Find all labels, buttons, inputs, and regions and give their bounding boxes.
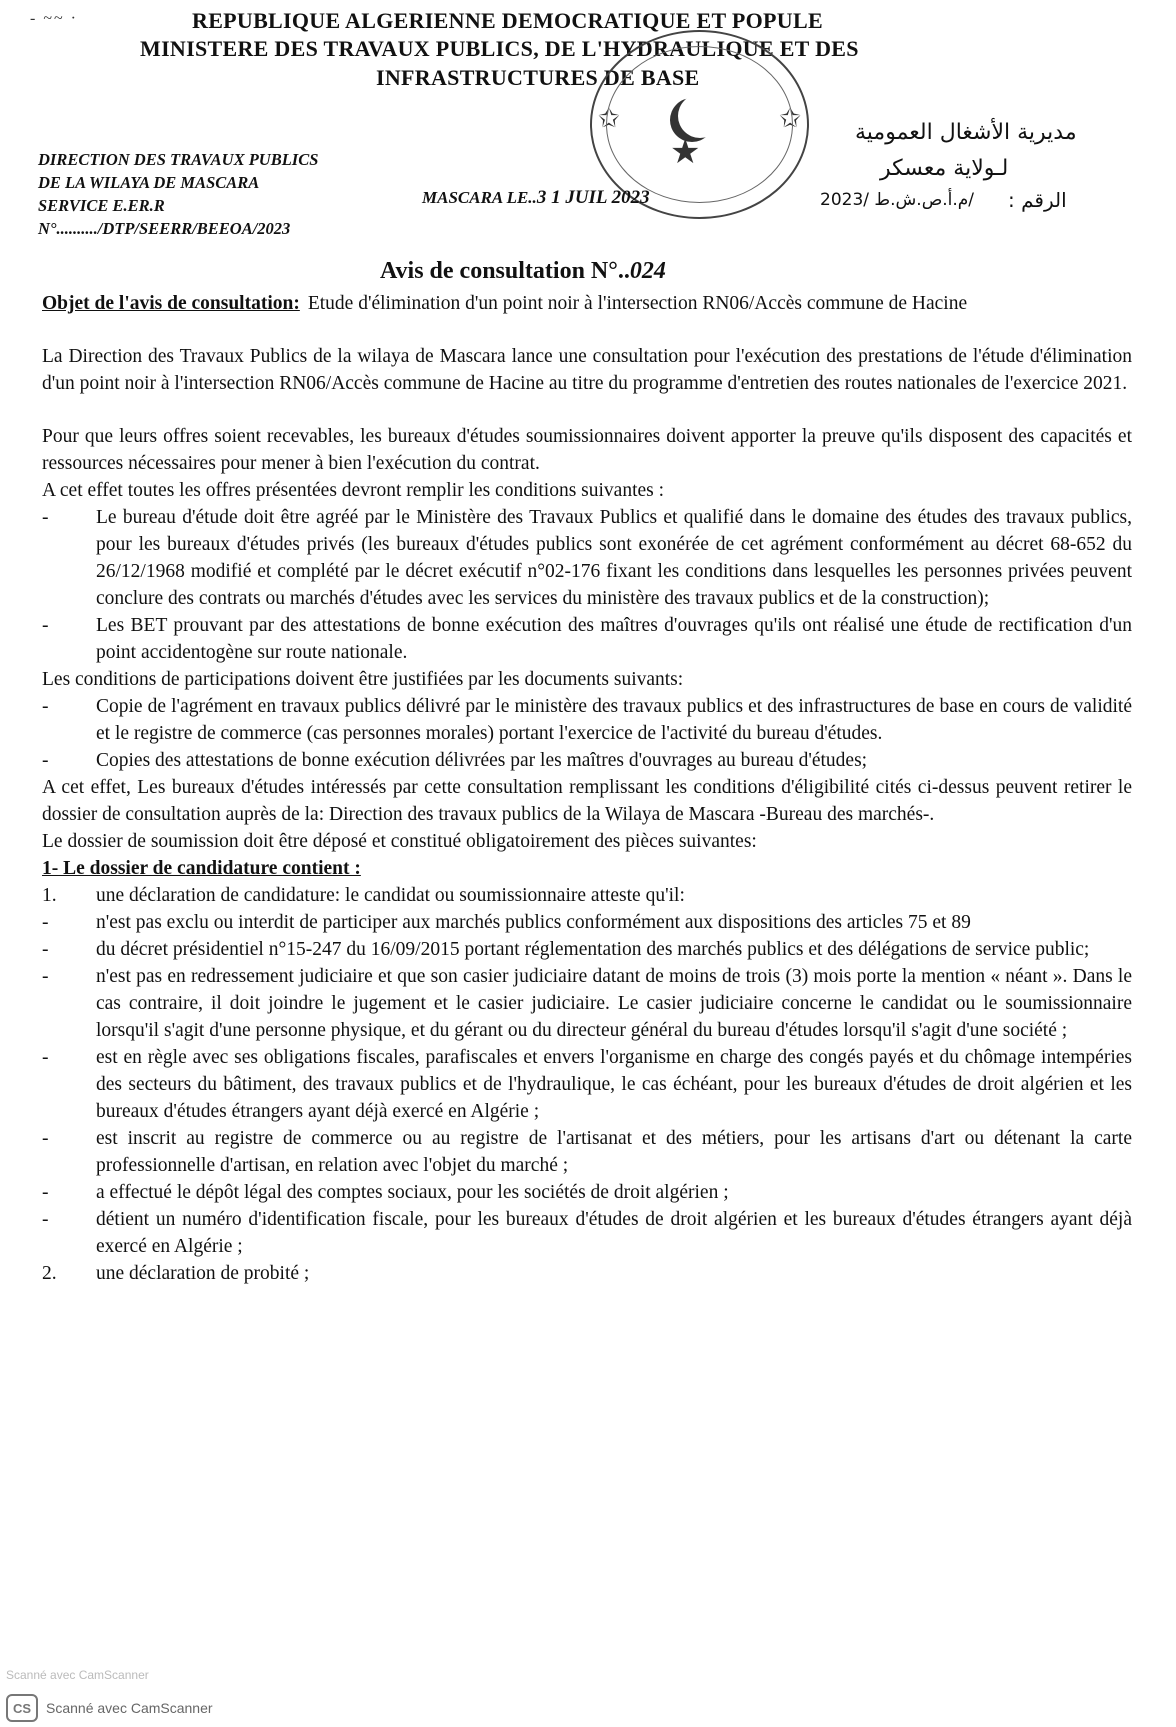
stamped-date: 3 1 JUIL 2023 [536,187,650,208]
direction-line: SERVICE E.ER.R [38,196,165,215]
seal-crescent-icon [678,94,722,138]
direction-line: DIRECTION DES TRAVAUX PUBLICS [38,150,319,169]
seal-star-icon: ✩ [779,104,801,133]
header-republic: REPUBLIQUE ALGERIENNE DEMOCRATIQUE ET POPULE [192,8,823,33]
dossier-paragraph: Le dossier de soumission doit être déposé et constitué obligatoirement des pièces suivantes: [42,831,757,852]
direction-line: DE LA WILAYA DE MASCARA [38,173,260,192]
intro-paragraph: La Direction des Travaux Publics de la wilaya de Mascara lance une consultation pour l'exécution des prestations de l'étude d'élimination d'un point noir à l'intersection RN06/Accès commune de Hacine au titre du programme d'entretien des routes nationales de l'exercice 2021. [42,346,1132,394]
condition-item: - Les BET prouvant par des attestations de bonne exécution des maîtres d'ouvrages qu'ils ont réalisé une étude de rectification d'un point accidentogène sur route nationale. [42,615,1132,663]
seal-star-icon: ✩ [598,104,620,133]
candidature-heading: 1- Le dossier de candidature contient : [42,858,361,879]
camscanner-logo-icon: CS [6,1694,38,1722]
header-infrastructures: INFRASTRUCTURES DE BASE [376,65,700,90]
title-label: Avis de consultation N°.. [380,258,630,284]
document-body [42,290,1132,1287]
retrieve-paragraph: A cet effet, Les bureaux d'études intéressés par cette consultation remplissant les conditions d'éligibilité cités ci-dessus peuvent retirer le dossier de consultation auprès de la: Direction des travaux publics de la Wilaya de Mascara -Bureau des marchés-. [42,777,1132,825]
declaration-item: - est inscrit au registre de commerce ou au registre de l'artisanat et des métiers, pour les artisans d'art ou détenant la carte professionnelle d'artisan, en relation avec l'objet du marché ; [42,1128,1132,1176]
offers-conditions-intro: A cet effet toutes les offres présentées devront remplir les conditions suivantes : [42,480,665,501]
declaration-item: - détient un numéro d'identification fiscale, pour les bureaux d'études de droit algérien et les bureaux d'études étrangers ayant déjà exercé en Algérie ; [42,1209,1132,1257]
declaration-item: - n'est pas en redressement judiciaire et que son casier judiciaire datant de moins de trois (3) mois porte la mention « néant ». Dans le cas contraire, il doit joindre le jugement et le casier judiciaire. Le casier judiciaire concerne le candidat ou le soumissionnaire lorsqu'il s'agit d'une personne physique, et du gérant ou du directeur général du bureau d'études lorsqu'il s'agit d'une société ; [42,966,1132,1041]
offers-paragraph: Pour que leurs offres soient recevables, les bureaux d'études soumissionnaires doivent apporter la preuve qu'ils disposent des capacités et ressources nécessaires pour mener à bien l'exécution du contrat. [42,426,1132,474]
document-title [380,258,666,285]
objet-label: Objet de l'avis de consultation: [42,293,300,314]
place-and-date [422,187,650,209]
participation-intro: Les conditions de participations doivent être justifiées par les documents suivants: [42,669,684,690]
scan-artifact: - ~~ · [30,10,78,27]
place-label: MASCARA LE.. [422,188,537,207]
title-number: 024 [629,258,666,284]
direction-block [38,148,318,240]
camscanner-footer [6,1694,213,1722]
numbered-item: 2. une déclaration de probité ; [42,1263,310,1284]
declaration-item: - du décret présidentiel n°15-247 du 16/09/2015 portant réglementation des marchés publics et des délégations de service public; [42,939,1090,960]
arabic-number-label: الرقم : [1008,188,1067,212]
condition-item: - Le bureau d'étude doit être agréé par le Ministère des Travaux Publics et qualifié dans le domaine des études des travaux publics, pour les bureaux d'études privés (les bureaux d'études publics sont exonérée de cet agrément conformément au décret 68-652 du 26/12/1968 modifié et complété par le décret exécutif n°02-176 fixant les conditions dans lesquelles les personnes privées peuvent conclure des contrats ou marchés d'études avec les services du ministère des travaux publics et de la construction); [42,507,1132,609]
numbered-item: 1. une déclaration de candidature: le candidat ou soumissionnaire atteste qu'il: [42,885,685,906]
camscanner-label: Scanné avec CamScanner [46,1700,213,1716]
objet-paragraph [42,290,1132,317]
header-ministry: MINISTERE DES TRAVAUX PUBLICS, DE L'HYDRAULIQUE ET DES [140,36,859,61]
arabic-directorate: مديرية الأشغال العمومية [855,120,1077,145]
document-item: - Copie de l'agrément en travaux publics délivré par le ministère des travaux publics et des infrastructures de base en cours de validité et le registre de commerce (cas personnes morales) portant l'exercice de l'activité du bureau d'études. [42,696,1132,744]
arabic-reference: 2023/ م.أ.ص.ش.ط/ [820,190,975,210]
arabic-wilaya: لـولاية معسكر [880,156,1009,181]
direction-reference: N°........../DTP/SEERR/BEEOA/2023 [38,219,291,238]
seal-emblem-star-icon: ★ [670,134,701,171]
footer-ghost-watermark: Scanné avec CamScanner [6,1668,149,1682]
declaration-item: - n'est pas exclu ou interdit de participer aux marchés publics conformément aux dispositions des articles 75 et 89 [42,912,971,933]
declaration-item: - a effectué le dépôt légal des comptes sociaux, pour les sociétés de droit algérien ; [42,1182,729,1203]
objet-text: Etude d'élimination d'un point noir à l'intersection RN06/Accès commune de Hacine [307,293,968,314]
declaration-item: - est en règle avec ses obligations fiscales, parafiscales et envers l'organisme en charge des congés payés et du chômage intempéries des secteurs du bâtiment, des travaux publics et de l'hydraulique, le cas échéant, pour les bureaux d'études de droit algérien et les bureaux d'études étrangers ayant déjà exercé en Algérie ; [42,1047,1132,1122]
document-item: - Copies des attestations de bonne exécution délivrées par les maîtres d'ouvrages au bureau d'études; [42,750,868,771]
